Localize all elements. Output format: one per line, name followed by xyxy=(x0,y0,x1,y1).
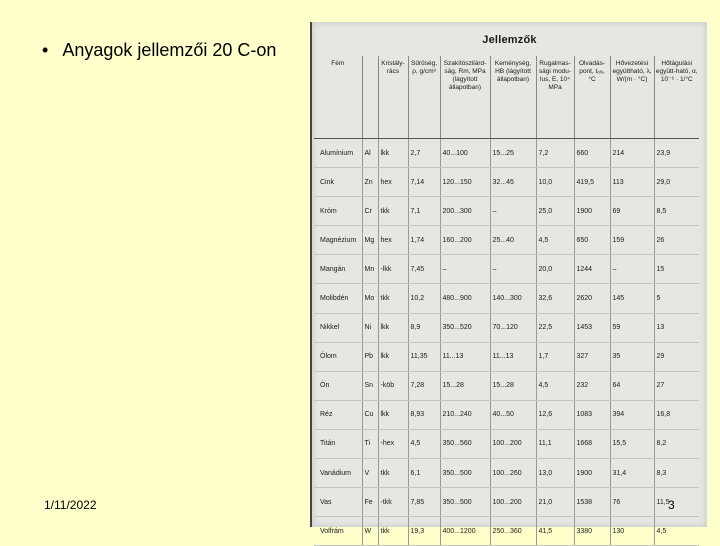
table-cell: 29 xyxy=(654,342,699,371)
table-cell: Al xyxy=(362,139,378,168)
table-cell: 15 xyxy=(654,255,699,284)
table-cell: 200...300 xyxy=(440,197,490,226)
table-row xyxy=(314,400,699,429)
table-cell: Mo xyxy=(362,284,378,313)
table-cell: Mg xyxy=(362,226,378,255)
table-header-row xyxy=(314,56,699,139)
table-row xyxy=(314,429,699,458)
metal-name-cell: Vanádium xyxy=(314,459,362,488)
table-cell: 419,5 xyxy=(574,168,610,197)
table-cell: 140...300 xyxy=(490,284,536,313)
table-cell: 64 xyxy=(610,371,654,400)
table-cell: 69 xyxy=(610,197,654,226)
table-cell: 350...500 xyxy=(440,459,490,488)
table-cell: 7,28 xyxy=(408,371,440,400)
properties-table xyxy=(314,56,699,546)
table-cell: 15,5 xyxy=(610,429,654,458)
title-text: Anyagok jellemzői 20 C-on xyxy=(62,40,277,60)
column-header: Sűrűség, ρ, g/cm³ xyxy=(408,56,440,139)
table-cell: 20,0 xyxy=(536,255,574,284)
table-cell: 13,0 xyxy=(536,459,574,488)
slide-title xyxy=(42,40,276,61)
metal-name-cell: Magnézium xyxy=(314,226,362,255)
table-cell: 27 xyxy=(654,371,699,400)
table-cell: 4,5 xyxy=(536,226,574,255)
table-cell: 15...28 xyxy=(440,371,490,400)
table-cell: 21,0 xyxy=(536,488,574,517)
table-cell: V xyxy=(362,459,378,488)
table-cell: 160...200 xyxy=(440,226,490,255)
table-cell: tkk xyxy=(378,197,408,226)
table-cell: 100...260 xyxy=(490,459,536,488)
column-header: Hőtágulási együtt-ható, α, 10⁻⁶ · 1/°C xyxy=(654,56,699,139)
table-row xyxy=(314,197,699,226)
table-cell: 70...120 xyxy=(490,313,536,342)
table-cell: 40...50 xyxy=(490,400,536,429)
table-cell: 1083 xyxy=(574,400,610,429)
table-cell: 145 xyxy=(610,284,654,313)
table-cell: -tkk xyxy=(378,488,408,517)
table-cell: Sn xyxy=(362,371,378,400)
metal-name-cell: Ón xyxy=(314,371,362,400)
table-row xyxy=(314,313,699,342)
metal-name-cell: Réz xyxy=(314,400,362,429)
table-cell: W xyxy=(362,517,378,546)
table-cell: 2620 xyxy=(574,284,610,313)
column-header: Szakítószilárd-ság, Rm, MPa (lágyított állapotban) xyxy=(440,56,490,139)
table-cell: 11,1 xyxy=(536,429,574,458)
table-body xyxy=(314,139,699,546)
column-header xyxy=(362,56,378,139)
table-cell: 25,0 xyxy=(536,197,574,226)
table-cell: 10,0 xyxy=(536,168,574,197)
metal-name-cell: Molibdén xyxy=(314,284,362,313)
table-cell: 4,5 xyxy=(408,429,440,458)
metal-name-cell: Ólom xyxy=(314,342,362,371)
table-cell: 650 xyxy=(574,226,610,255)
table-row xyxy=(314,226,699,255)
metal-name-cell: Vas xyxy=(314,488,362,517)
table-cell: 350...520 xyxy=(440,313,490,342)
table-cell: 31,4 xyxy=(610,459,654,488)
properties-table-wrapper xyxy=(314,56,699,546)
table-cell: 8,9 xyxy=(408,313,440,342)
table-cell: 41,5 xyxy=(536,517,574,546)
metal-name-cell: Volfrám xyxy=(314,517,362,546)
table-cell: -köb xyxy=(378,371,408,400)
table-cell: tkk xyxy=(378,517,408,546)
table-row xyxy=(314,488,699,517)
table-cell: tkk xyxy=(378,284,408,313)
table-cell: hex xyxy=(378,226,408,255)
table-cell: 1900 xyxy=(574,197,610,226)
table-row xyxy=(314,284,699,313)
table-row xyxy=(314,255,699,284)
table-cell: – xyxy=(490,255,536,284)
table-cell: – xyxy=(440,255,490,284)
table-cell: 11...13 xyxy=(490,342,536,371)
table-cell: lkk xyxy=(378,342,408,371)
column-header: Kristály-rács xyxy=(378,56,408,139)
table-cell: 12,6 xyxy=(536,400,574,429)
table-cell: -hex xyxy=(378,429,408,458)
table-cell: 11,35 xyxy=(408,342,440,371)
table-cell: 32...45 xyxy=(490,168,536,197)
table-cell: 4,5 xyxy=(654,517,699,546)
table-cell: 400...1200 xyxy=(440,517,490,546)
table-cell: 480...900 xyxy=(440,284,490,313)
metal-name-cell: Mangán xyxy=(314,255,362,284)
table-cell: 16,8 xyxy=(654,400,699,429)
table-cell: 120...150 xyxy=(440,168,490,197)
table-cell: 1900 xyxy=(574,459,610,488)
table-cell: 8,3 xyxy=(654,459,699,488)
table-cell: hex xyxy=(378,168,408,197)
table-cell: 40...100 xyxy=(440,139,490,168)
table-cell: 15...28 xyxy=(490,371,536,400)
table-cell: 35 xyxy=(610,342,654,371)
table-cell: Pb xyxy=(362,342,378,371)
table-cell: 130 xyxy=(610,517,654,546)
table-cell: Ti xyxy=(362,429,378,458)
table-cell: 1538 xyxy=(574,488,610,517)
column-header: Hővezetési együttható, λ, W/(m · °C) xyxy=(610,56,654,139)
table-cell: 214 xyxy=(610,139,654,168)
table-cell: Cu xyxy=(362,400,378,429)
table-cell: 25...40 xyxy=(490,226,536,255)
table-cell: 76 xyxy=(610,488,654,517)
table-cell: 100...200 xyxy=(490,488,536,517)
bullet-marker: • xyxy=(42,40,49,60)
scanned-table-image xyxy=(310,22,707,535)
table-cell: 23,9 xyxy=(654,139,699,168)
table-cell: lkk xyxy=(378,313,408,342)
page-number: 3 xyxy=(668,498,675,512)
table-row xyxy=(314,371,699,400)
table-cell: tkk xyxy=(378,459,408,488)
table-cell: 22,5 xyxy=(536,313,574,342)
column-header: Rugalmas-sági modu-lus, E, 10⁴ MPa xyxy=(536,56,574,139)
table-cell: 7,14 xyxy=(408,168,440,197)
table-cell: lkk xyxy=(378,139,408,168)
metal-name-cell: Alumínium xyxy=(314,139,362,168)
table-cell: 1453 xyxy=(574,313,610,342)
table-cell: 7,1 xyxy=(408,197,440,226)
table-cell: 394 xyxy=(610,400,654,429)
table-cell: 8,93 xyxy=(408,400,440,429)
metal-name-cell: Titán xyxy=(314,429,362,458)
table-cell: 8,2 xyxy=(654,429,699,458)
table-cell: – xyxy=(490,197,536,226)
table-cell: 10,2 xyxy=(408,284,440,313)
table-cell: 4,5 xyxy=(536,371,574,400)
table-cell: 5 xyxy=(654,284,699,313)
table-cell: – xyxy=(610,255,654,284)
table-cell: 1,7 xyxy=(536,342,574,371)
table-cell: 350...500 xyxy=(440,488,490,517)
column-header: Olvadás-pont, tₒₗᵥ, °C xyxy=(574,56,610,139)
table-cell: 7,85 xyxy=(408,488,440,517)
table-cell: 3380 xyxy=(574,517,610,546)
table-cell: 11...13 xyxy=(440,342,490,371)
table-cell: 1244 xyxy=(574,255,610,284)
metal-name-cell: Cink xyxy=(314,168,362,197)
metal-name-cell: Króm xyxy=(314,197,362,226)
slide-date: 1/11/2022 xyxy=(44,498,97,512)
table-cell: 26 xyxy=(654,226,699,255)
table-row xyxy=(314,139,699,168)
table-cell: 232 xyxy=(574,371,610,400)
table-caption: Jellemzők xyxy=(482,34,537,46)
table-cell: 7,45 xyxy=(408,255,440,284)
table-cell: 19,3 xyxy=(408,517,440,546)
table-cell: -lkk xyxy=(378,255,408,284)
metal-name-cell: Nikkel xyxy=(314,313,362,342)
table-cell: 100...200 xyxy=(490,429,536,458)
table-cell: 32,6 xyxy=(536,284,574,313)
table-cell: 1668 xyxy=(574,429,610,458)
table-row xyxy=(314,517,699,546)
table-cell: 15...25 xyxy=(490,139,536,168)
table-cell: 29,0 xyxy=(654,168,699,197)
column-header: Fém xyxy=(314,56,362,139)
table-row xyxy=(314,342,699,371)
table-cell: 1,74 xyxy=(408,226,440,255)
table-cell: Zn xyxy=(362,168,378,197)
table-row xyxy=(314,459,699,488)
table-cell: Cr xyxy=(362,197,378,226)
table-cell: 6,1 xyxy=(408,459,440,488)
table-row xyxy=(314,168,699,197)
table-cell: 159 xyxy=(610,226,654,255)
table-cell: 7,2 xyxy=(536,139,574,168)
table-cell: Fe xyxy=(362,488,378,517)
table-cell: 13 xyxy=(654,313,699,342)
table-cell: Mn xyxy=(362,255,378,284)
table-cell: 8,5 xyxy=(654,197,699,226)
table-cell: 11,5 xyxy=(654,488,699,517)
table-cell: lkk xyxy=(378,400,408,429)
table-cell: 660 xyxy=(574,139,610,168)
table-cell: Ni xyxy=(362,313,378,342)
table-cell: 250...360 xyxy=(490,517,536,546)
column-header: Keménység, HB (lágyított állapotban) xyxy=(490,56,536,139)
table-cell: 113 xyxy=(610,168,654,197)
table-cell: 327 xyxy=(574,342,610,371)
table-cell: 350...560 xyxy=(440,429,490,458)
table-cell: 210...240 xyxy=(440,400,490,429)
table-cell: 2,7 xyxy=(408,139,440,168)
table-cell: 59 xyxy=(610,313,654,342)
